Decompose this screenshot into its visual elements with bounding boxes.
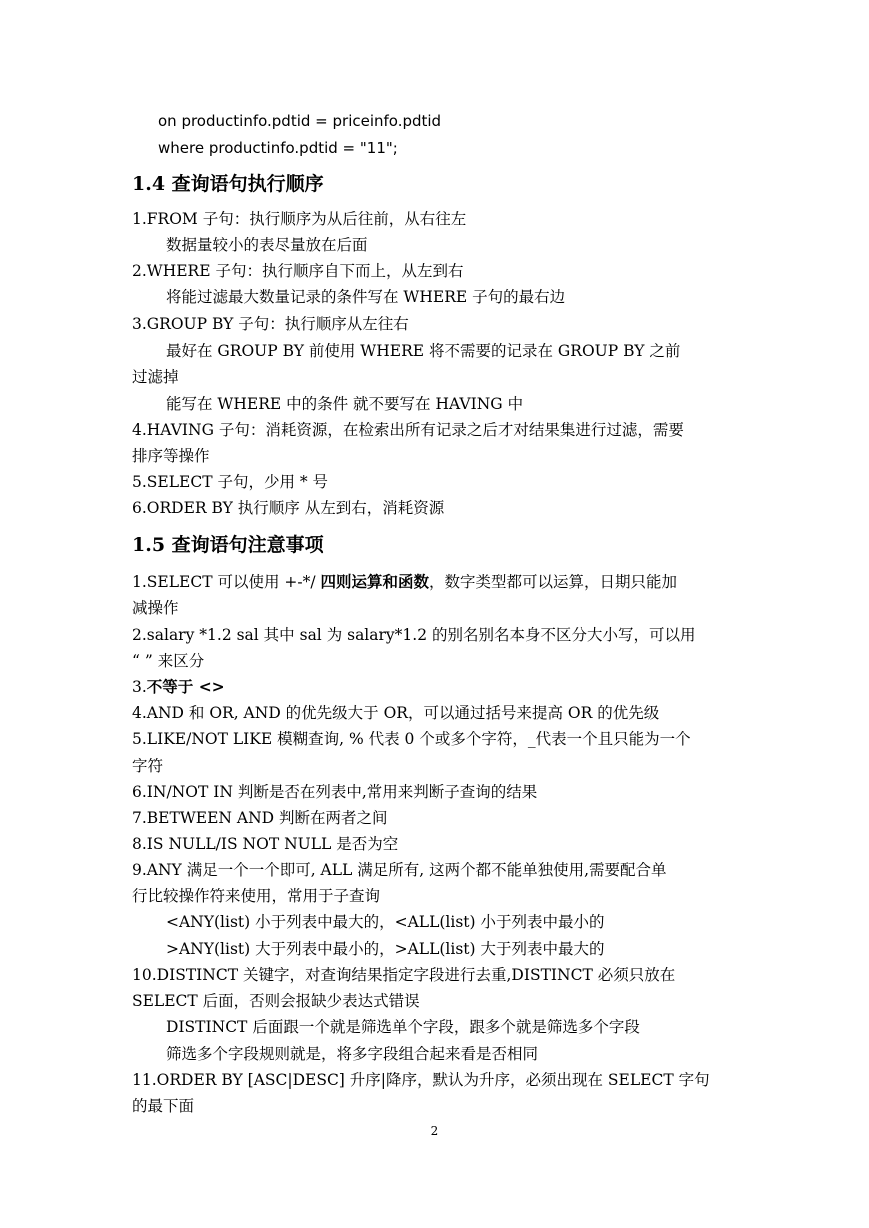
page-number: 2 <box>430 1124 439 1138</box>
paragraph-line: 将能过滤最大数量记录的条件写在 WHERE 子句的最右边 <box>166 288 566 306</box>
paragraph-line: 2.WHERE 子句：执行顺序自下而上，从左到右 <box>132 262 464 280</box>
text-run: 3. <box>132 678 147 696</box>
paragraph-line <box>132 572 742 592</box>
paragraph-line: SELECT 后面，否则会报缺少表达式错误 <box>132 992 420 1010</box>
paragraph-line <box>132 677 742 697</box>
paragraph-line: 4.HAVING 子句：消耗资源，在检索出所有记录之后才对结果集进行过滤，需要 <box>132 421 684 439</box>
paragraph-line: 过滤掉 <box>132 368 179 386</box>
section-heading-1-4: 1.4 查询语句执行顺序 <box>132 173 324 195</box>
paragraph-line: 行比较操作符来使用，常用于子查询 <box>132 887 381 905</box>
paragraph-line: 筛选多个字段规则就是，将多字段组合起来看是否相同 <box>166 1045 539 1063</box>
bold-text: 四则运算和函数 <box>320 572 430 591</box>
paragraph-line: 最好在 GROUP BY 前使用 WHERE 将不需要的记录在 GROUP BY 之前 <box>166 342 681 360</box>
paragraph-line: 数据量较小的表尽量放在后面 <box>166 236 368 254</box>
paragraph-line: 7.BETWEEN AND 判断在两者之间 <box>132 809 388 827</box>
paragraph-line: 8.IS NULL/IS NOT NULL 是否为空 <box>132 835 399 853</box>
paragraph-line: 6.IN/NOT IN 判断是否在列表中,常用来判断子查询的结果 <box>132 783 538 801</box>
paragraph-line: 10.DISTINCT 关键字，对查询结果指定字段进行去重,DISTINCT 必须只放在 <box>132 966 676 984</box>
paragraph-line: 11.ORDER BY [ASC|DESC] 升序|降序，默认为升序，必须出现在 SELECT 字句 <box>132 1071 710 1089</box>
paragraph-line: 3.GROUP BY 子句：执行顺序从左往右 <box>132 315 409 333</box>
paragraph-line: DISTINCT 后面跟一个就是筛选单个字段，跟多个就是筛选多个字段 <box>166 1018 640 1036</box>
text-run: ，数字类型都可以运算，日期只能加 <box>429 573 678 591</box>
bold-text: 不等于 <> <box>146 677 225 696</box>
paragraph-line: 6.ORDER BY 执行顺序 从左到右，消耗资源 <box>132 499 445 517</box>
paragraph-line: 排序等操作 <box>132 447 210 465</box>
paragraph-line: <ANY(list) 小于列表中最大的，<ALL(list) 小于列表中最小的 <box>166 913 605 931</box>
section-heading-1-5: 1.5 查询语句注意事项 <box>132 534 324 556</box>
paragraph-line: 的最下面 <box>132 1097 195 1115</box>
code-line-1: on productinfo.pdtid = priceinfo.pdtid <box>158 112 442 130</box>
paragraph-line: 9.ANY 满足一个一个即可, ALL 满足所有, 这两个都不能单独使用,需要配合单 <box>132 861 667 879</box>
paragraph-line: 4.AND 和 OR, AND 的优先级大于 OR，可以通过括号来提高 OR 的优先级 <box>132 704 660 722</box>
paragraph-line: 5.LIKE/NOT LIKE 模糊查询, % 代表 0 个或多个字符，_代表一个且只能为一个 <box>132 730 691 748</box>
paragraph-line: 2.salary *1.2 sal 其中 sal 为 salary*1.2 的别名别名本身不区分大小写，可以用 <box>132 626 696 644</box>
code-line-2: where productinfo.pdtid = "11"; <box>158 139 398 157</box>
paragraph-line: 减操作 <box>132 599 179 617</box>
paragraph-line: “ ” 来区分 <box>132 652 205 670</box>
paragraph-line: 5.SELECT 子句，少用 * 号 <box>132 473 329 491</box>
paragraph-line: >ANY(list) 大于列表中最小的，>ALL(list) 大于列表中最大的 <box>166 940 605 958</box>
paragraph-line: 能写在 WHERE 中的条件 就不要写在 HAVING 中 <box>166 395 524 413</box>
text-run: 1.SELECT 可以使用 +-*/ <box>132 573 321 591</box>
paragraph-line: 1.FROM 子句：执行顺序为从后往前，从右往左 <box>132 210 467 228</box>
paragraph-line: 字符 <box>132 757 164 775</box>
